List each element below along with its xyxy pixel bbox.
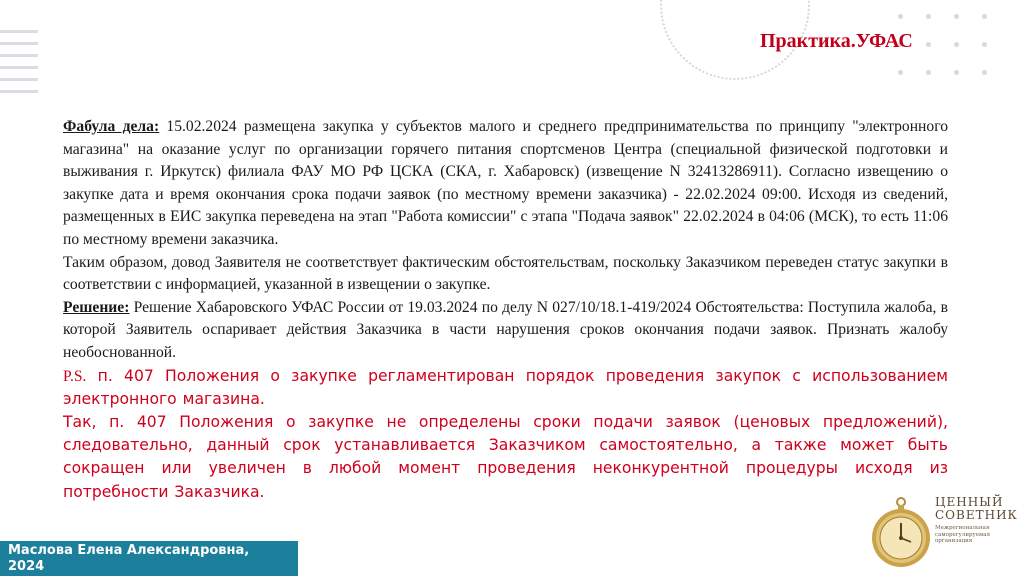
ps-label: P.S. [63, 367, 87, 385]
case-content [63, 116, 948, 504]
logo-text [935, 496, 1018, 545]
author-year: 2024 [8, 559, 45, 574]
conclusion-paragraph: Таким образом, довод Заявителя не соответствует фактическим обстоятельствам, поскольку Заказчиком переведен статус закупки в соответствии с информацией, указанной в извещении о закупке. [63, 253, 948, 294]
logo-name-line1: ЦЕННЫЙ [935, 495, 1004, 509]
author-footer [0, 541, 298, 576]
fabula-text: 15.02.2024 размещена закупка у субъектов малого и среднего предпринимательства по принципу "электронного магазина" на оказание услуг по организации горячего питания спортсменов Центра (специальной физической подготовки и выживания г. Иркутск) филиала ФАУ МО РФ ЦСКА (СКА, г. Хабаровск) (извещение N 32413286911). Согласно извещению о закупке дата и время окончания срока подачи заявок (по местному времени заказчика) - 22.02.2024 09:00. Исходя из сведений, размещенных в ЕИС закупка переведена на этап "Работа комиссии" с этапа "Подача заявок" 22.02.2024 в 04:06 (МСК), то есть 11:06 по местному времени заказчика. [63, 118, 949, 248]
decorative-lines [0, 30, 38, 102]
logo-name-line2: СОВЕТНИК [935, 508, 1018, 522]
fabula-paragraph [63, 116, 948, 252]
pocket-watch-icon [869, 496, 933, 570]
brand-title: Практика.УФАС [760, 30, 913, 52]
decision-text: Решение Хабаровского УФАС России от 19.03.2024 по делу N 027/10/18.1-419/2024 Обстоятельства: Поступила жалоба, в которой Заявитель оспаривает действия Заказчика в части нарушения сроков окончания подачи заявок. Признать жалобу необоснованной. [63, 298, 948, 361]
logo [863, 494, 1023, 574]
author-name: Маслова Елена Александровна, [8, 543, 250, 558]
logo-subtitle: Межрегиональная саморегулируемая организация [935, 525, 991, 544]
ps-paragraph [63, 365, 948, 411]
fabula-label: Фабула дела: [63, 118, 160, 135]
ps-text: п. 407 Положения о закупке регламентирован порядок проведения закупок с использованием электронного магазина. [63, 366, 948, 408]
note-paragraph: Так, п. 407 Положения о закупке не определены сроки подачи заявок (ценовых предложений), следовательно, данный срок устанавливается Заказчиком самостоятельно, а также может быть сокращен или увеличен в любой момент проведения неконкурентной процедуры исходя из потребности Заказчика. [63, 412, 948, 501]
decision-label: Решение: [63, 298, 130, 316]
decision-paragraph [63, 297, 948, 365]
